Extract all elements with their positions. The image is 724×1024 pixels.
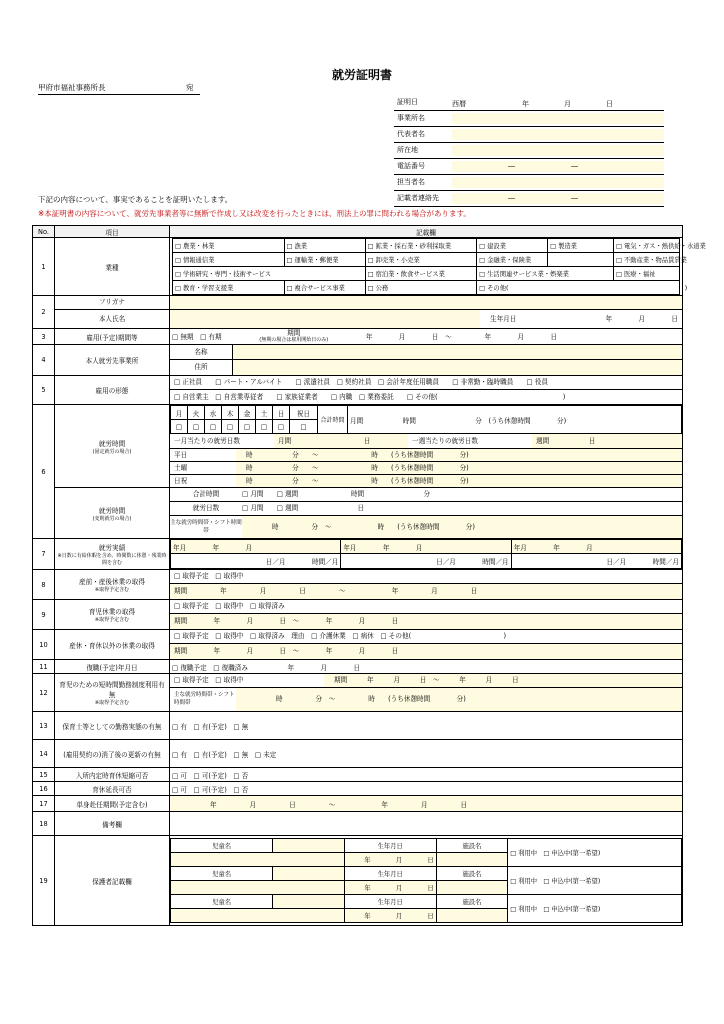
variable-main-field[interactable]: 時 分 ～ 時 (うち休憩時間 分): [242, 516, 682, 538]
day-checkbox[interactable]: □: [171, 420, 188, 434]
industry-option[interactable]: □ 鉱業・採石業・砂利採取業: [365, 239, 477, 253]
other-leave-period[interactable]: 期間 年 月 日 ～ 年 月 日: [170, 644, 682, 659]
row-no: 6: [33, 405, 55, 539]
employment-type-options[interactable]: □ 正社員 □ パート・アルバイト □ 派遣社員 □ 契約社員 □ 会計年度任用職員 □ 非常勤・臨時職員 □ 役員: [170, 376, 682, 390]
other-leave-status[interactable]: □ 取得予定 □ 取得中 □ 取得済み 理由 □ 介護休業 □ 病休 □ その他( ): [170, 630, 682, 644]
row-label: (雇用契約の)消了後の更新の有無: [55, 740, 170, 768]
name-subrow: [170, 310, 682, 328]
cert-row: [394, 111, 664, 127]
child-birth-label: 生年月日: [344, 839, 436, 853]
row-no: 5: [33, 376, 55, 405]
childcare-leave-entry: [170, 600, 683, 630]
short-hours-entry: [170, 674, 683, 712]
addressee-name: 甲府市福祉事務所長: [38, 83, 106, 92]
cert-field[interactable]: [452, 129, 664, 140]
contract-renewal-options[interactable]: □ 有 □ 有(予定) □ 無 □ 未定: [170, 740, 683, 768]
row-solo-assignment: [33, 796, 683, 812]
row-no: 19: [33, 836, 55, 926]
row-label: 備考欄: [55, 812, 170, 836]
industry-option[interactable]: □ 漁業: [284, 239, 365, 253]
workplace-name-field[interactable]: [233, 345, 682, 359]
day-checkbox[interactable]: □: [239, 420, 256, 434]
cert-row: [394, 127, 664, 143]
row-label: [55, 674, 170, 712]
day-label: 水: [205, 406, 222, 420]
row-no: 3: [33, 329, 55, 345]
day-label: 日: [273, 406, 290, 420]
child-name-field[interactable]: [273, 867, 345, 881]
maternity-label: 産前・産後休業の取得: [79, 578, 145, 586]
child-name-input[interactable]: [171, 853, 345, 867]
row-maternity-leave: [33, 570, 683, 600]
cert-row: [394, 175, 664, 191]
row-guardian: [33, 836, 683, 926]
birth-field[interactable]: 年 月 日: [605, 315, 678, 323]
employment-period-entry: [170, 329, 683, 345]
workplace-address-label: 住所: [170, 360, 233, 375]
industry-option[interactable]: □ 医療・福祉: [614, 267, 680, 281]
variable-main-label: 主な就労時間帯・シフト時間帯: [170, 520, 242, 534]
variable-days-label: 就労日数: [192, 504, 220, 512]
row-label: 育休延長可否: [55, 782, 170, 796]
day-checkbox[interactable]: □: [273, 420, 290, 434]
addressee-suffix: 宛: [186, 83, 194, 92]
employment-form: [32, 225, 706, 926]
cert-label: 事業所名: [397, 114, 425, 122]
facility-field[interactable]: [436, 909, 508, 923]
variable-total-field[interactable]: □ 月間 □ 週間 時間 分: [242, 490, 431, 498]
days-per-month-label: 一月当たりの就労日数: [174, 437, 240, 445]
record-month[interactable]: 年月 年 月: [341, 540, 511, 554]
day-label: 祝日: [290, 406, 318, 420]
cert-label: 担当者名: [397, 178, 425, 186]
day-checkbox[interactable]: □: [290, 420, 318, 434]
row-no: 1: [33, 238, 55, 296]
child-name-label: 児童名: [171, 895, 273, 909]
row-no: 12: [33, 674, 55, 712]
days-per-month-field[interactable]: 月間 日: [274, 434, 408, 448]
childcare-leave-label: 育児休業の取得: [88, 608, 136, 616]
day-label: 月: [171, 406, 188, 420]
return-date-field[interactable]: □ 復職予定 □ 復職済み 年 月 日: [170, 660, 683, 674]
row-label: 保育士等としての勤務実態の有無: [55, 712, 170, 740]
row-no: 18: [33, 812, 55, 836]
industry-option[interactable]: □ 農業・林業: [173, 239, 285, 253]
warning-text: ※本証明書の内容について、就労先事業者等に無断で作成し又は改変を行ったときには、刑法上の罪に問われる場合があります。: [38, 209, 471, 218]
industry-option[interactable]: □ 学術研究・専門・技術サービス: [173, 267, 366, 281]
industry-option[interactable]: □ 電気・ガス・熱供給・水道業: [614, 239, 680, 253]
leave-shortening-options[interactable]: □ 可 □ 可(予定) □ 否: [170, 768, 683, 782]
guardian-entry: [170, 836, 683, 926]
maternity-status[interactable]: □ 取得予定 □ 取得中: [170, 570, 682, 584]
facility-status[interactable]: □ 利用中 □ 申込中(第一希望): [508, 839, 682, 867]
row-label: 保護者記載欄: [55, 836, 170, 926]
row-label: 入所内定時育休短縮可否: [55, 768, 170, 782]
cert-row: [394, 191, 664, 207]
row-no: 16: [33, 782, 55, 796]
record-days[interactable]: 日／月 時間／月: [171, 554, 341, 569]
row-label: 復職(予定)年月日: [55, 660, 170, 674]
row-no: 14: [33, 740, 55, 768]
shift-field[interactable]: 時 分 ～ 時 (うち休憩時間 分): [236, 475, 682, 487]
facility-label: 施設名: [436, 867, 508, 881]
maternity-entry: [170, 570, 683, 600]
day-checkbox[interactable]: □: [256, 420, 273, 434]
total-hours-value: 月間 時間 分: [350, 416, 482, 425]
cert-label: 記載者連絡先: [397, 194, 439, 202]
variable-days-field[interactable]: □ 月間 □ 週間 日: [242, 504, 365, 512]
cert-label: 証明日: [397, 98, 418, 106]
day-checkbox[interactable]: □: [188, 420, 205, 434]
row-label: [55, 600, 170, 630]
facility-label: 施設名: [436, 895, 508, 909]
intro-text: 下記の内容について、事実であることを証明いたします。: [38, 195, 233, 204]
furigana-field[interactable]: [170, 296, 682, 310]
industry-option[interactable]: □ 教育・学習支援業: [173, 281, 285, 295]
row-leave-extension: [33, 782, 683, 796]
header-item: 項目: [55, 226, 170, 238]
short-hours-label: 育児のための短時間勤務制度利用有無: [59, 681, 165, 699]
row-label: 単身赴任期間(予定含む): [55, 796, 170, 812]
variable-hours-entry: [170, 488, 683, 539]
cert-row: [394, 95, 664, 111]
row-no: 11: [33, 660, 55, 674]
industry-option[interactable]: □ 宿泊業・飲食サービス業: [365, 267, 477, 281]
row-name: [33, 296, 683, 329]
furigana-label: フリガナ: [55, 296, 169, 310]
industry-option[interactable]: □ その他( ): [477, 281, 680, 295]
child-name-field[interactable]: [273, 895, 345, 909]
row-label: 本人就労先事業所: [55, 345, 170, 376]
row-no: 7: [33, 539, 55, 570]
childcare-worker-options[interactable]: □ 有 □ 有(予定) □ 無: [170, 712, 683, 740]
workplace-entry: [170, 345, 683, 376]
row-no: 4: [33, 345, 55, 376]
header-no: No.: [33, 226, 55, 238]
birth-label: 生年月日: [490, 315, 517, 323]
period-type[interactable]: □ 無期 □ 有期: [172, 332, 222, 341]
certifier-block: [394, 95, 664, 207]
facility-field[interactable]: [436, 881, 508, 895]
child-name-label: 児童名: [171, 839, 273, 853]
industry-options: [170, 238, 706, 296]
page-title: 就労証明書: [331, 68, 392, 82]
row-no: 15: [33, 768, 55, 782]
row-label: [55, 296, 170, 329]
child-birth-label: 生年月日: [344, 867, 436, 881]
period-label: 期間: [287, 328, 301, 337]
record-month[interactable]: 年月 年 月: [171, 540, 341, 554]
cert-field-phone[interactable]: ― ―: [452, 161, 664, 172]
cert-field[interactable]: [452, 177, 664, 188]
child-name-field[interactable]: [273, 839, 345, 853]
row-no: 17: [33, 796, 55, 812]
row-label: [55, 488, 170, 539]
name-label: 本人氏名: [98, 315, 126, 323]
day-label: 金: [239, 406, 256, 420]
day-label: 火: [188, 406, 205, 420]
period-range[interactable]: 年 月 日 ～ 年 月 日: [365, 332, 558, 341]
day-checkbox[interactable]: □: [205, 420, 222, 434]
cert-field-date[interactable]: 西暦 年 月 日: [452, 100, 613, 108]
row-short-hours: [33, 674, 683, 712]
row-label: 雇用(予定)期間等: [55, 329, 170, 345]
child-birth-field[interactable]: 年 月 日: [344, 909, 436, 923]
row-remarks: [33, 812, 683, 836]
child-birth-field[interactable]: 年 月 日: [344, 881, 436, 895]
cert-row: [394, 159, 664, 175]
industry-option[interactable]: □ 公務: [365, 281, 477, 295]
child-name-input[interactable]: [171, 881, 345, 895]
row-no: 10: [33, 630, 55, 660]
employment-type-options[interactable]: □ 自営業主 □ 自営業専従者 □ 家族従業者 □ 内職 □ 業務委託 □ その他( ): [174, 393, 566, 401]
row-label: [55, 405, 170, 488]
shift-label: 平日: [174, 451, 188, 459]
remarks-field[interactable]: [170, 812, 683, 836]
period-note: (無期の場合は雇用開始日のみ): [259, 336, 329, 343]
row-return-date: [33, 660, 683, 674]
work-record-label: 就労実績: [98, 544, 126, 552]
row-industry: [33, 238, 683, 296]
row-variable-hours: [33, 488, 683, 539]
workplace-name-label: 名称: [170, 345, 233, 359]
row-other-leave: [33, 630, 683, 660]
name-field[interactable]: [170, 310, 480, 328]
days-per-week-label: 一週当たりの就労日数: [412, 437, 478, 445]
industry-option[interactable]: □ 情報通信業: [173, 253, 285, 267]
variable-hours-label: 就労時間: [98, 506, 126, 515]
row-label: [55, 570, 170, 600]
industry-option[interactable]: □ 生活関連サービス業・娯楽業: [477, 267, 614, 281]
row-childcare-worker: [33, 712, 683, 740]
short-hours-main-field[interactable]: 時 分 ～ 時 (うち休憩時間 分): [236, 688, 682, 711]
other-leave-entry: [170, 630, 683, 660]
solo-assignment-period[interactable]: 年 月 日 ～ 年 月 日: [170, 796, 683, 812]
childcare-leave-period[interactable]: 期間 年 月 日 ～ 年 月 日: [170, 614, 682, 629]
industry-option[interactable]: □ 複合サービス事業: [284, 281, 365, 295]
child-birth-label: 生年月日: [344, 895, 436, 909]
shift-label: 日祝: [174, 477, 188, 485]
day-checkbox[interactable]: □: [222, 420, 239, 434]
row-label: [55, 539, 170, 570]
cert-label: 代表者名: [397, 130, 425, 138]
header-entry: 記載欄: [170, 226, 683, 238]
short-hours-period[interactable]: 期間 年 月 日 ～ 年 月 日: [324, 674, 682, 687]
short-hours-main-label: 主な就労時間帯・シフト時間帯: [174, 692, 235, 706]
industry-option[interactable]: □ 建設業: [477, 239, 548, 253]
row-label: 雇用の形態: [55, 376, 170, 405]
facility-field[interactable]: [436, 853, 508, 867]
row-no: 9: [33, 600, 55, 630]
industry-option[interactable]: □ 運輸業・郵便業: [284, 253, 365, 267]
day-label: 土: [256, 406, 273, 420]
fixed-hours-note: (固定就労の場合): [92, 448, 132, 455]
childcare-leave-note: ※取得予定含む: [94, 617, 130, 623]
row-no: 2: [33, 296, 55, 329]
childcare-leave-status[interactable]: □ 取得予定 □ 取得中 □ 取得済み: [170, 600, 682, 614]
short-hours-status[interactable]: □ 取得予定 □ 取得中: [174, 676, 244, 684]
row-employment-type: [33, 376, 683, 405]
fixed-hours-entry: [170, 405, 683, 488]
work-record-entry: [170, 539, 683, 570]
child-birth-field[interactable]: 年 月 日: [344, 853, 436, 867]
total-hours-field[interactable]: [348, 406, 682, 434]
record-month[interactable]: 年月 年 月: [511, 540, 681, 554]
name-entry: [170, 296, 683, 329]
row-workplace: [33, 345, 683, 376]
employment-type-entry: [170, 376, 683, 405]
variable-hours-note: (変則就労の場合): [92, 515, 132, 522]
total-hours-break: (うち休憩時間 分): [488, 416, 567, 425]
row-no: 8: [33, 570, 55, 600]
cert-field[interactable]: [452, 145, 664, 156]
total-hours-label: 合計時間: [318, 406, 348, 434]
workplace-address-field[interactable]: [233, 360, 682, 375]
record-days[interactable]: 日／月 時間／月: [341, 554, 511, 569]
short-hours-note: ※取得予定含む: [94, 700, 130, 706]
maternity-period[interactable]: 期間 年 月 日 ～ 年 月 日: [170, 584, 682, 599]
row-label: 業種: [55, 238, 170, 296]
facility-status[interactable]: □ 利用中 □ 申込中(第一希望): [508, 895, 682, 923]
cert-row: [394, 143, 664, 159]
row-leave-shortening: [33, 768, 683, 782]
child-name-input[interactable]: [171, 909, 345, 923]
row-fixed-hours: [33, 405, 683, 488]
variable-total-label: 合計時間: [192, 490, 220, 498]
row-employment-period: [33, 329, 683, 345]
shift-label: 土曜: [174, 464, 188, 472]
maternity-note: ※取得予定含む: [94, 587, 130, 593]
industry-option[interactable]: □ 金融業・保険業: [477, 253, 548, 267]
industry-option[interactable]: □ 不動産業・物品賃貸業: [614, 253, 680, 267]
row-no: 13: [33, 712, 55, 740]
row-label: 産休・育休以外の休業の取得: [55, 630, 170, 660]
leave-extension-options[interactable]: □ 可 □ 可(予定) □ 否: [170, 782, 683, 796]
fixed-hours-label: 就労時間: [98, 439, 126, 448]
days-per-week-field[interactable]: 週間 日: [532, 434, 682, 448]
cert-field-contact[interactable]: ― ―: [452, 193, 664, 204]
cert-label: 所在地: [397, 146, 418, 154]
day-label: 木: [222, 406, 239, 420]
shift-field[interactable]: 時 分 ～ 時 (うち休憩時間 分): [236, 462, 682, 474]
record-days[interactable]: 日／月 時間／月: [511, 554, 681, 569]
work-record-note: ※日数に有給休暇を含め、時間数に休憩・残業時間を含む: [57, 553, 167, 566]
industry-option[interactable]: □ 製造業: [548, 239, 614, 253]
shift-field[interactable]: 時 分 ～ 時 (うち休憩時間 分): [236, 449, 682, 461]
row-childcare-leave: [33, 600, 683, 630]
cert-field[interactable]: [452, 113, 664, 124]
addressee: [38, 82, 200, 95]
row-contract-renewal: [33, 740, 683, 768]
row-work-record: [33, 539, 683, 570]
industry-option[interactable]: □ 卸売業・小売業: [365, 253, 477, 267]
child-name-label: 児童名: [171, 867, 273, 881]
cert-label: 電話番号: [397, 162, 425, 170]
facility-status[interactable]: □ 利用中 □ 申込中(第一希望): [508, 867, 682, 895]
facility-label: 施設名: [436, 839, 508, 853]
header-row: [33, 226, 683, 238]
